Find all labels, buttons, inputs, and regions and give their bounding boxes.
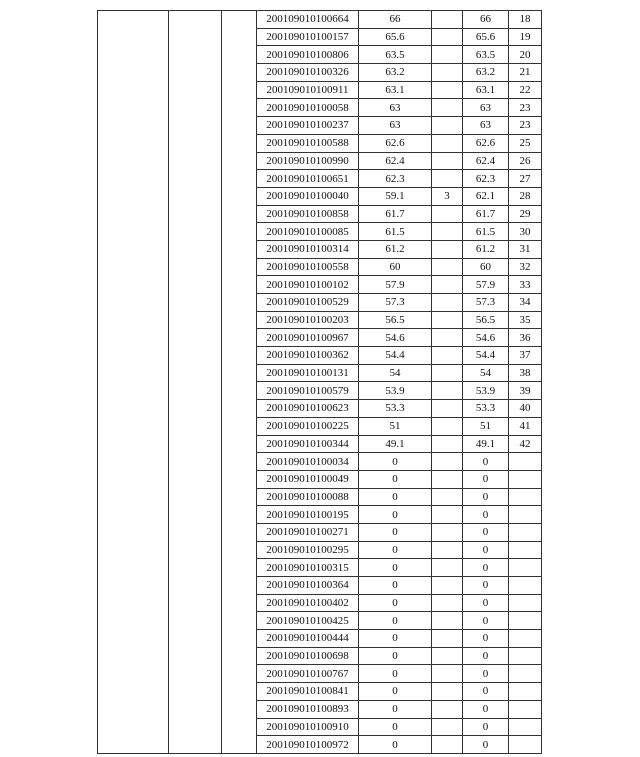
total-score-cell: 63.5 [463, 46, 509, 64]
rank-cell: 25 [509, 134, 542, 152]
candidate-id-cell: 200109010100858 [257, 205, 359, 223]
candidate-id-cell: 200109010100698 [257, 647, 359, 665]
total-score-cell: 65.6 [463, 28, 509, 46]
total-score-cell: 57.3 [463, 294, 509, 312]
candidate-id-cell: 200109010100102 [257, 276, 359, 294]
written-score-cell: 61.7 [359, 205, 432, 223]
rank-cell: 32 [509, 258, 542, 276]
candidate-id-cell: 200109010100131 [257, 364, 359, 382]
bonus-points-cell [432, 81, 463, 99]
total-score-cell: 0 [463, 647, 509, 665]
total-score-cell: 0 [463, 488, 509, 506]
total-score-cell: 54.4 [463, 347, 509, 365]
candidate-id-cell: 200109010100402 [257, 594, 359, 612]
rank-cell: 23 [509, 99, 542, 117]
candidate-id-cell: 200109010100910 [257, 718, 359, 736]
total-score-cell: 0 [463, 559, 509, 577]
total-score-cell: 66 [463, 11, 509, 29]
written-score-cell: 63 [359, 117, 432, 135]
written-score-cell: 63 [359, 99, 432, 117]
rank-cell: 36 [509, 329, 542, 347]
total-score-cell: 61.7 [463, 205, 509, 223]
written-score-cell: 60 [359, 258, 432, 276]
total-score-cell: 61.5 [463, 223, 509, 241]
candidate-id-cell: 200109010100314 [257, 240, 359, 258]
rank-cell [509, 718, 542, 736]
candidate-id-cell: 200109010100841 [257, 683, 359, 701]
bonus-points-cell [432, 417, 463, 435]
bonus-points-cell [432, 64, 463, 82]
written-score-cell: 0 [359, 612, 432, 630]
rank-cell: 30 [509, 223, 542, 241]
total-score-cell: 54.6 [463, 329, 509, 347]
total-score-cell: 49.1 [463, 435, 509, 453]
total-score-cell: 0 [463, 612, 509, 630]
total-score-cell: 0 [463, 523, 509, 541]
rank-cell [509, 630, 542, 648]
written-score-cell: 54 [359, 364, 432, 382]
rank-cell [509, 647, 542, 665]
candidate-id-cell: 200109010100195 [257, 506, 359, 524]
results-table [97, 10, 542, 754]
written-score-cell: 57.3 [359, 294, 432, 312]
written-score-cell: 0 [359, 647, 432, 665]
rank-cell: 26 [509, 152, 542, 170]
written-score-cell: 53.3 [359, 400, 432, 418]
bonus-points-cell [432, 506, 463, 524]
written-score-cell: 0 [359, 559, 432, 577]
rank-cell: 23 [509, 117, 542, 135]
merged-cell-group [222, 11, 257, 754]
total-score-cell: 63 [463, 117, 509, 135]
written-score-cell: 65.6 [359, 28, 432, 46]
total-score-cell: 0 [463, 630, 509, 648]
candidate-id-cell: 200109010100040 [257, 187, 359, 205]
candidate-id-cell: 200109010100326 [257, 64, 359, 82]
candidate-id-cell: 200109010100893 [257, 700, 359, 718]
candidate-id-cell: 200109010100588 [257, 134, 359, 152]
bonus-points-cell [432, 11, 463, 29]
total-score-cell: 61.2 [463, 240, 509, 258]
written-score-cell: 0 [359, 470, 432, 488]
written-score-cell: 59.1 [359, 187, 432, 205]
written-score-cell: 56.5 [359, 311, 432, 329]
rank-cell: 37 [509, 347, 542, 365]
written-score-cell: 62.4 [359, 152, 432, 170]
bonus-points-cell [432, 46, 463, 64]
candidate-id-cell: 200109010100767 [257, 665, 359, 683]
rank-cell: 38 [509, 364, 542, 382]
bonus-points-cell [432, 630, 463, 648]
bonus-points-cell [432, 329, 463, 347]
written-score-cell: 0 [359, 488, 432, 506]
total-score-cell: 62.3 [463, 170, 509, 188]
candidate-id-cell: 200109010100203 [257, 311, 359, 329]
rank-cell: 18 [509, 11, 542, 29]
rank-cell [509, 577, 542, 595]
bonus-points-cell [432, 294, 463, 312]
bonus-points-cell [432, 311, 463, 329]
written-score-cell: 0 [359, 665, 432, 683]
rank-cell: 29 [509, 205, 542, 223]
rank-cell [509, 541, 542, 559]
bonus-points-cell [432, 488, 463, 506]
written-score-cell: 62.6 [359, 134, 432, 152]
written-score-cell: 0 [359, 718, 432, 736]
candidate-id-cell: 200109010100058 [257, 99, 359, 117]
candidate-id-cell: 200109010100157 [257, 28, 359, 46]
candidate-id-cell: 200109010100362 [257, 347, 359, 365]
candidate-id-cell: 200109010100237 [257, 117, 359, 135]
candidate-id-cell: 200109010100295 [257, 541, 359, 559]
bonus-points-cell [432, 134, 463, 152]
rank-cell: 41 [509, 417, 542, 435]
results-table-body [98, 11, 542, 754]
candidate-id-cell: 200109010100529 [257, 294, 359, 312]
candidate-id-cell: 200109010100049 [257, 470, 359, 488]
rank-cell: 35 [509, 311, 542, 329]
candidate-id-cell: 200109010100364 [257, 577, 359, 595]
written-score-cell: 0 [359, 700, 432, 718]
total-score-cell: 0 [463, 470, 509, 488]
written-score-cell: 54.6 [359, 329, 432, 347]
rank-cell: 28 [509, 187, 542, 205]
rank-cell [509, 506, 542, 524]
written-score-cell: 61.5 [359, 223, 432, 241]
bonus-points-cell [432, 276, 463, 294]
total-score-cell: 53.3 [463, 400, 509, 418]
total-score-cell: 0 [463, 594, 509, 612]
rank-cell [509, 470, 542, 488]
written-score-cell: 49.1 [359, 435, 432, 453]
bonus-points-cell [432, 435, 463, 453]
written-score-cell: 63.2 [359, 64, 432, 82]
candidate-id-cell: 200109010100315 [257, 559, 359, 577]
rank-cell [509, 612, 542, 630]
bonus-points-cell [432, 577, 463, 595]
total-score-cell: 0 [463, 577, 509, 595]
candidate-id-cell: 200109010100623 [257, 400, 359, 418]
bonus-points-cell [432, 594, 463, 612]
total-score-cell: 0 [463, 718, 509, 736]
total-score-cell: 0 [463, 736, 509, 754]
candidate-id-cell: 200109010100271 [257, 523, 359, 541]
total-score-cell: 53.9 [463, 382, 509, 400]
written-score-cell: 63.1 [359, 81, 432, 99]
bonus-points-cell [432, 170, 463, 188]
merged-cell-category [98, 11, 169, 754]
bonus-points-cell [432, 683, 463, 701]
candidate-id-cell: 200109010100911 [257, 81, 359, 99]
bonus-points-cell [432, 665, 463, 683]
total-score-cell: 63.2 [463, 64, 509, 82]
written-score-cell: 54.4 [359, 347, 432, 365]
bonus-points-cell [432, 400, 463, 418]
rank-cell [509, 736, 542, 754]
rank-cell [509, 594, 542, 612]
written-score-cell: 57.9 [359, 276, 432, 294]
rank-cell: 31 [509, 240, 542, 258]
rank-cell [509, 453, 542, 471]
written-score-cell: 0 [359, 523, 432, 541]
rank-cell: 27 [509, 170, 542, 188]
bonus-points-cell [432, 382, 463, 400]
bonus-points-cell [432, 736, 463, 754]
written-score-cell: 0 [359, 683, 432, 701]
total-score-cell: 63.1 [463, 81, 509, 99]
bonus-points-cell [432, 152, 463, 170]
bonus-points-cell [432, 718, 463, 736]
candidate-id-cell: 200109010100806 [257, 46, 359, 64]
bonus-points-cell [432, 117, 463, 135]
total-score-cell: 51 [463, 417, 509, 435]
bonus-points-cell [432, 205, 463, 223]
written-score-cell: 63.5 [359, 46, 432, 64]
rank-cell: 33 [509, 276, 542, 294]
written-score-cell: 51 [359, 417, 432, 435]
candidate-id-cell: 200109010100088 [257, 488, 359, 506]
total-score-cell: 54 [463, 364, 509, 382]
candidate-id-cell: 200109010100225 [257, 417, 359, 435]
written-score-cell: 0 [359, 594, 432, 612]
total-score-cell: 0 [463, 453, 509, 471]
rank-cell: 40 [509, 400, 542, 418]
total-score-cell: 62.1 [463, 187, 509, 205]
written-score-cell: 0 [359, 506, 432, 524]
rank-cell: 19 [509, 28, 542, 46]
bonus-points-cell [432, 99, 463, 117]
merged-cell-subject [169, 11, 222, 754]
rank-cell [509, 559, 542, 577]
total-score-cell: 0 [463, 700, 509, 718]
candidate-id-cell: 200109010100651 [257, 170, 359, 188]
total-score-cell: 0 [463, 665, 509, 683]
rank-cell [509, 488, 542, 506]
bonus-points-cell [432, 541, 463, 559]
rank-cell: 22 [509, 81, 542, 99]
rank-cell [509, 700, 542, 718]
bonus-points-cell [432, 647, 463, 665]
total-score-cell: 57.9 [463, 276, 509, 294]
bonus-points-cell [432, 700, 463, 718]
candidate-id-cell: 200109010100034 [257, 453, 359, 471]
rank-cell: 42 [509, 435, 542, 453]
total-score-cell: 62.4 [463, 152, 509, 170]
total-score-cell: 0 [463, 683, 509, 701]
total-score-cell: 60 [463, 258, 509, 276]
rank-cell: 21 [509, 64, 542, 82]
bonus-points-cell [432, 453, 463, 471]
total-score-cell: 56.5 [463, 311, 509, 329]
total-score-cell: 0 [463, 541, 509, 559]
candidate-id-cell: 200109010100664 [257, 11, 359, 29]
bonus-points-cell [432, 612, 463, 630]
written-score-cell: 0 [359, 453, 432, 471]
candidate-id-cell: 200109010100344 [257, 435, 359, 453]
written-score-cell: 0 [359, 577, 432, 595]
written-score-cell: 62.3 [359, 170, 432, 188]
rank-cell [509, 683, 542, 701]
written-score-cell: 0 [359, 736, 432, 754]
candidate-id-cell: 200109010100558 [257, 258, 359, 276]
bonus-points-cell [432, 240, 463, 258]
candidate-id-cell: 200109010100579 [257, 382, 359, 400]
candidate-id-cell: 200109010100085 [257, 223, 359, 241]
bonus-points-cell [432, 523, 463, 541]
bonus-points-cell [432, 559, 463, 577]
written-score-cell: 53.9 [359, 382, 432, 400]
bonus-points-cell [432, 258, 463, 276]
bonus-points-cell [432, 470, 463, 488]
candidate-id-cell: 200109010100990 [257, 152, 359, 170]
bonus-points-cell [432, 223, 463, 241]
total-score-cell: 62.6 [463, 134, 509, 152]
candidate-id-cell: 200109010100972 [257, 736, 359, 754]
bonus-points-cell: 3 [432, 187, 463, 205]
rank-cell [509, 665, 542, 683]
table-row [98, 11, 542, 29]
total-score-cell: 0 [463, 506, 509, 524]
bonus-points-cell [432, 347, 463, 365]
candidate-id-cell: 200109010100967 [257, 329, 359, 347]
written-score-cell: 66 [359, 11, 432, 29]
written-score-cell: 61.2 [359, 240, 432, 258]
rank-cell [509, 523, 542, 541]
candidate-id-cell: 200109010100425 [257, 612, 359, 630]
written-score-cell: 0 [359, 630, 432, 648]
rank-cell: 34 [509, 294, 542, 312]
rank-cell: 39 [509, 382, 542, 400]
bonus-points-cell [432, 28, 463, 46]
bonus-points-cell [432, 364, 463, 382]
total-score-cell: 63 [463, 99, 509, 117]
rank-cell: 20 [509, 46, 542, 64]
written-score-cell: 0 [359, 541, 432, 559]
candidate-id-cell: 200109010100444 [257, 630, 359, 648]
